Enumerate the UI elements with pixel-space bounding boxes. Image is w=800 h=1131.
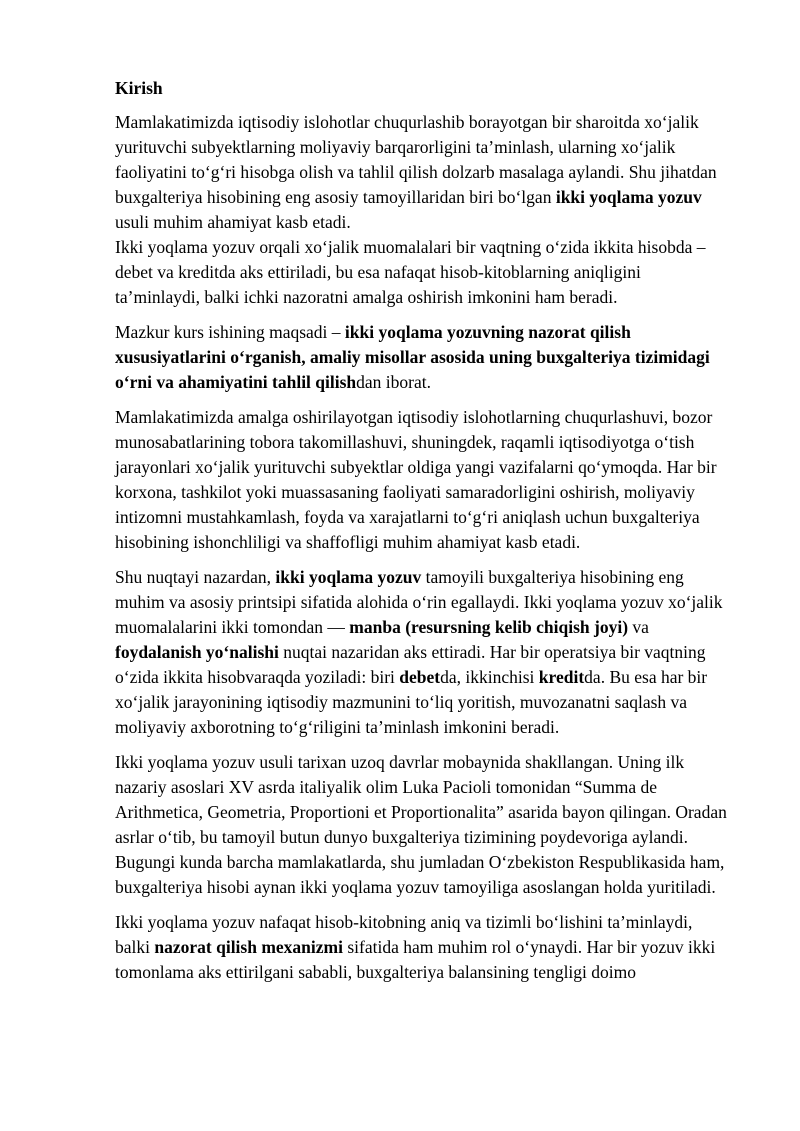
text-run: Ikki yoqlama yozuv nafaqat hisob-kitobning aniq va tizimli bo‘lishini ta’minlaydi, balki: [115, 912, 693, 957]
bold-text-run: ikki yoqlama yozuvning nazorat qilish xususiyatlarini o‘rganish, amaliy misollar asosida uning buxgalteriya tizimidagi o‘rni va ahamiyatini tahlil qilish: [115, 322, 710, 392]
paragraph: [115, 110, 730, 310]
text-run: dan iborat.: [356, 372, 431, 392]
section-heading: Kirish: [115, 78, 163, 98]
paragraph: [115, 405, 730, 555]
bold-text-run: kredit: [538, 667, 585, 687]
text-run: Shu nuqtayi nazardan,: [115, 567, 276, 587]
bold-text-run: ikki yoqlama yozuv: [275, 567, 422, 587]
text-run: tamoyili buxgalteriya hisobining eng muhim va asosiy printsipi sifatida alohida o‘rin egallaydi. Ikki yoqlama yozuv xo‘jalik muomalalarini ikki tomondan —: [115, 567, 723, 637]
text-run: Ikki yoqlama yozuv orqali xo‘jalik muomalalari bir vaqtning o‘zida ikkita hisobda – debet va kreditda aks ettiriladi, bu esa nafaqat hisob-kitoblarning aniqligini ta’minlaydi, balki ichki nazoratni amalga oshirish imkonini ham beradi.: [115, 237, 706, 307]
text-run: usuli muhim ahamiyat kasb etadi.: [115, 212, 351, 232]
bold-text-run: foydalanish yo‘nalishi: [115, 642, 279, 662]
text-run: da. Bu esa har bir xo‘jalik jarayonining iqtisodiy mazmunini to‘liq yoritish, muvozanatni saqlash va moliyaviy axborotning to‘g‘riligini ta’minlash imkonini beradi.: [115, 667, 708, 737]
text-run: da, ikkinchisi: [440, 667, 539, 687]
text-run: nuqtai nazaridan aks ettiradi. Har bir operatsiya bir vaqtning o‘zida ikkita hisobvaraqda yoziladi: biri: [115, 642, 706, 687]
bold-text-run: debet: [399, 667, 441, 687]
paragraph: [115, 750, 730, 900]
paragraph: [115, 565, 730, 740]
text-run: va: [628, 617, 649, 637]
text-run: Mamlakatimizda iqtisodiy islohotlar chuqurlashib borayotgan bir sharoitda xo‘jalik yurituvchi subyektlarning moliyaviy barqarorligini ta’minlash, ularning xo‘jalik faoliyatini to‘g‘ri hisobga olish va tahlil qilish dolzarb masalaga aylandi. Shu jihatdan buxgalteriya hisobining eng asosiy tamoyillaridan biri bo‘lgan: [115, 112, 717, 207]
text-run: Mazkur kurs ishining maqsadi –: [115, 322, 345, 342]
bold-text-run: manba (resursning kelib chiqish joyi): [349, 617, 629, 637]
document-body: [115, 110, 730, 985]
paragraph: [115, 320, 730, 395]
bold-text-run: nazorat qilish mexanizmi: [154, 937, 343, 957]
bold-text-run: ikki yoqlama yozuv: [555, 187, 702, 207]
text-run: Ikki yoqlama yozuv usuli tarixan uzoq davrlar mobaynida shakllangan. Uning ilk nazariy asoslari XV asrda italiyalik olim Luka Pacioli tomonidan “Summa de Arithmetica, Geometria, Proportioni et Proportionalita” asarida bayon qilingan. Oradan asrlar o‘tib, bu tamoyil butun dunyo buxgalteriya tizimining poydevoriga aylandi. Bugungi kunda barcha mamlakatlarda, shu jumladan O‘zbekiston Respublikasida ham, buxgalteriya hisobi aynan ikki yoqlama yozuv tamoyiliga asoslangan holda yuritiladi.: [115, 752, 727, 897]
text-run: Mamlakatimizda amalga oshirilayotgan iqtisodiy islohotlarning chuqurlashuvi, bozor munosabatlarining tobora takomillashuvi, shuningdek, raqamli iqtisodiyotga o‘tish jarayonlari xo‘jalik yurituvchi subyektlar oldiga yangi vazifalarni qo‘ymoqda. Har bir korxona, tashkilot yoki muassasaning faoliyati samaradorligini oshirish, moliyaviy intizomni mustahkamlash, foyda va xarajatlarni to‘g‘ri aniqlash uchun buxgalteriya hisobining ishonchliligi va shaffofligi muhim ahamiyat kasb etadi.: [115, 407, 717, 552]
text-run: sifatida ham muhim rol o‘ynaydi. Har bir yozuv ikki tomonlama aks ettirilgani sababli, buxgalteriya balansining tengligi doimo: [115, 937, 716, 982]
paragraph: [115, 910, 730, 985]
